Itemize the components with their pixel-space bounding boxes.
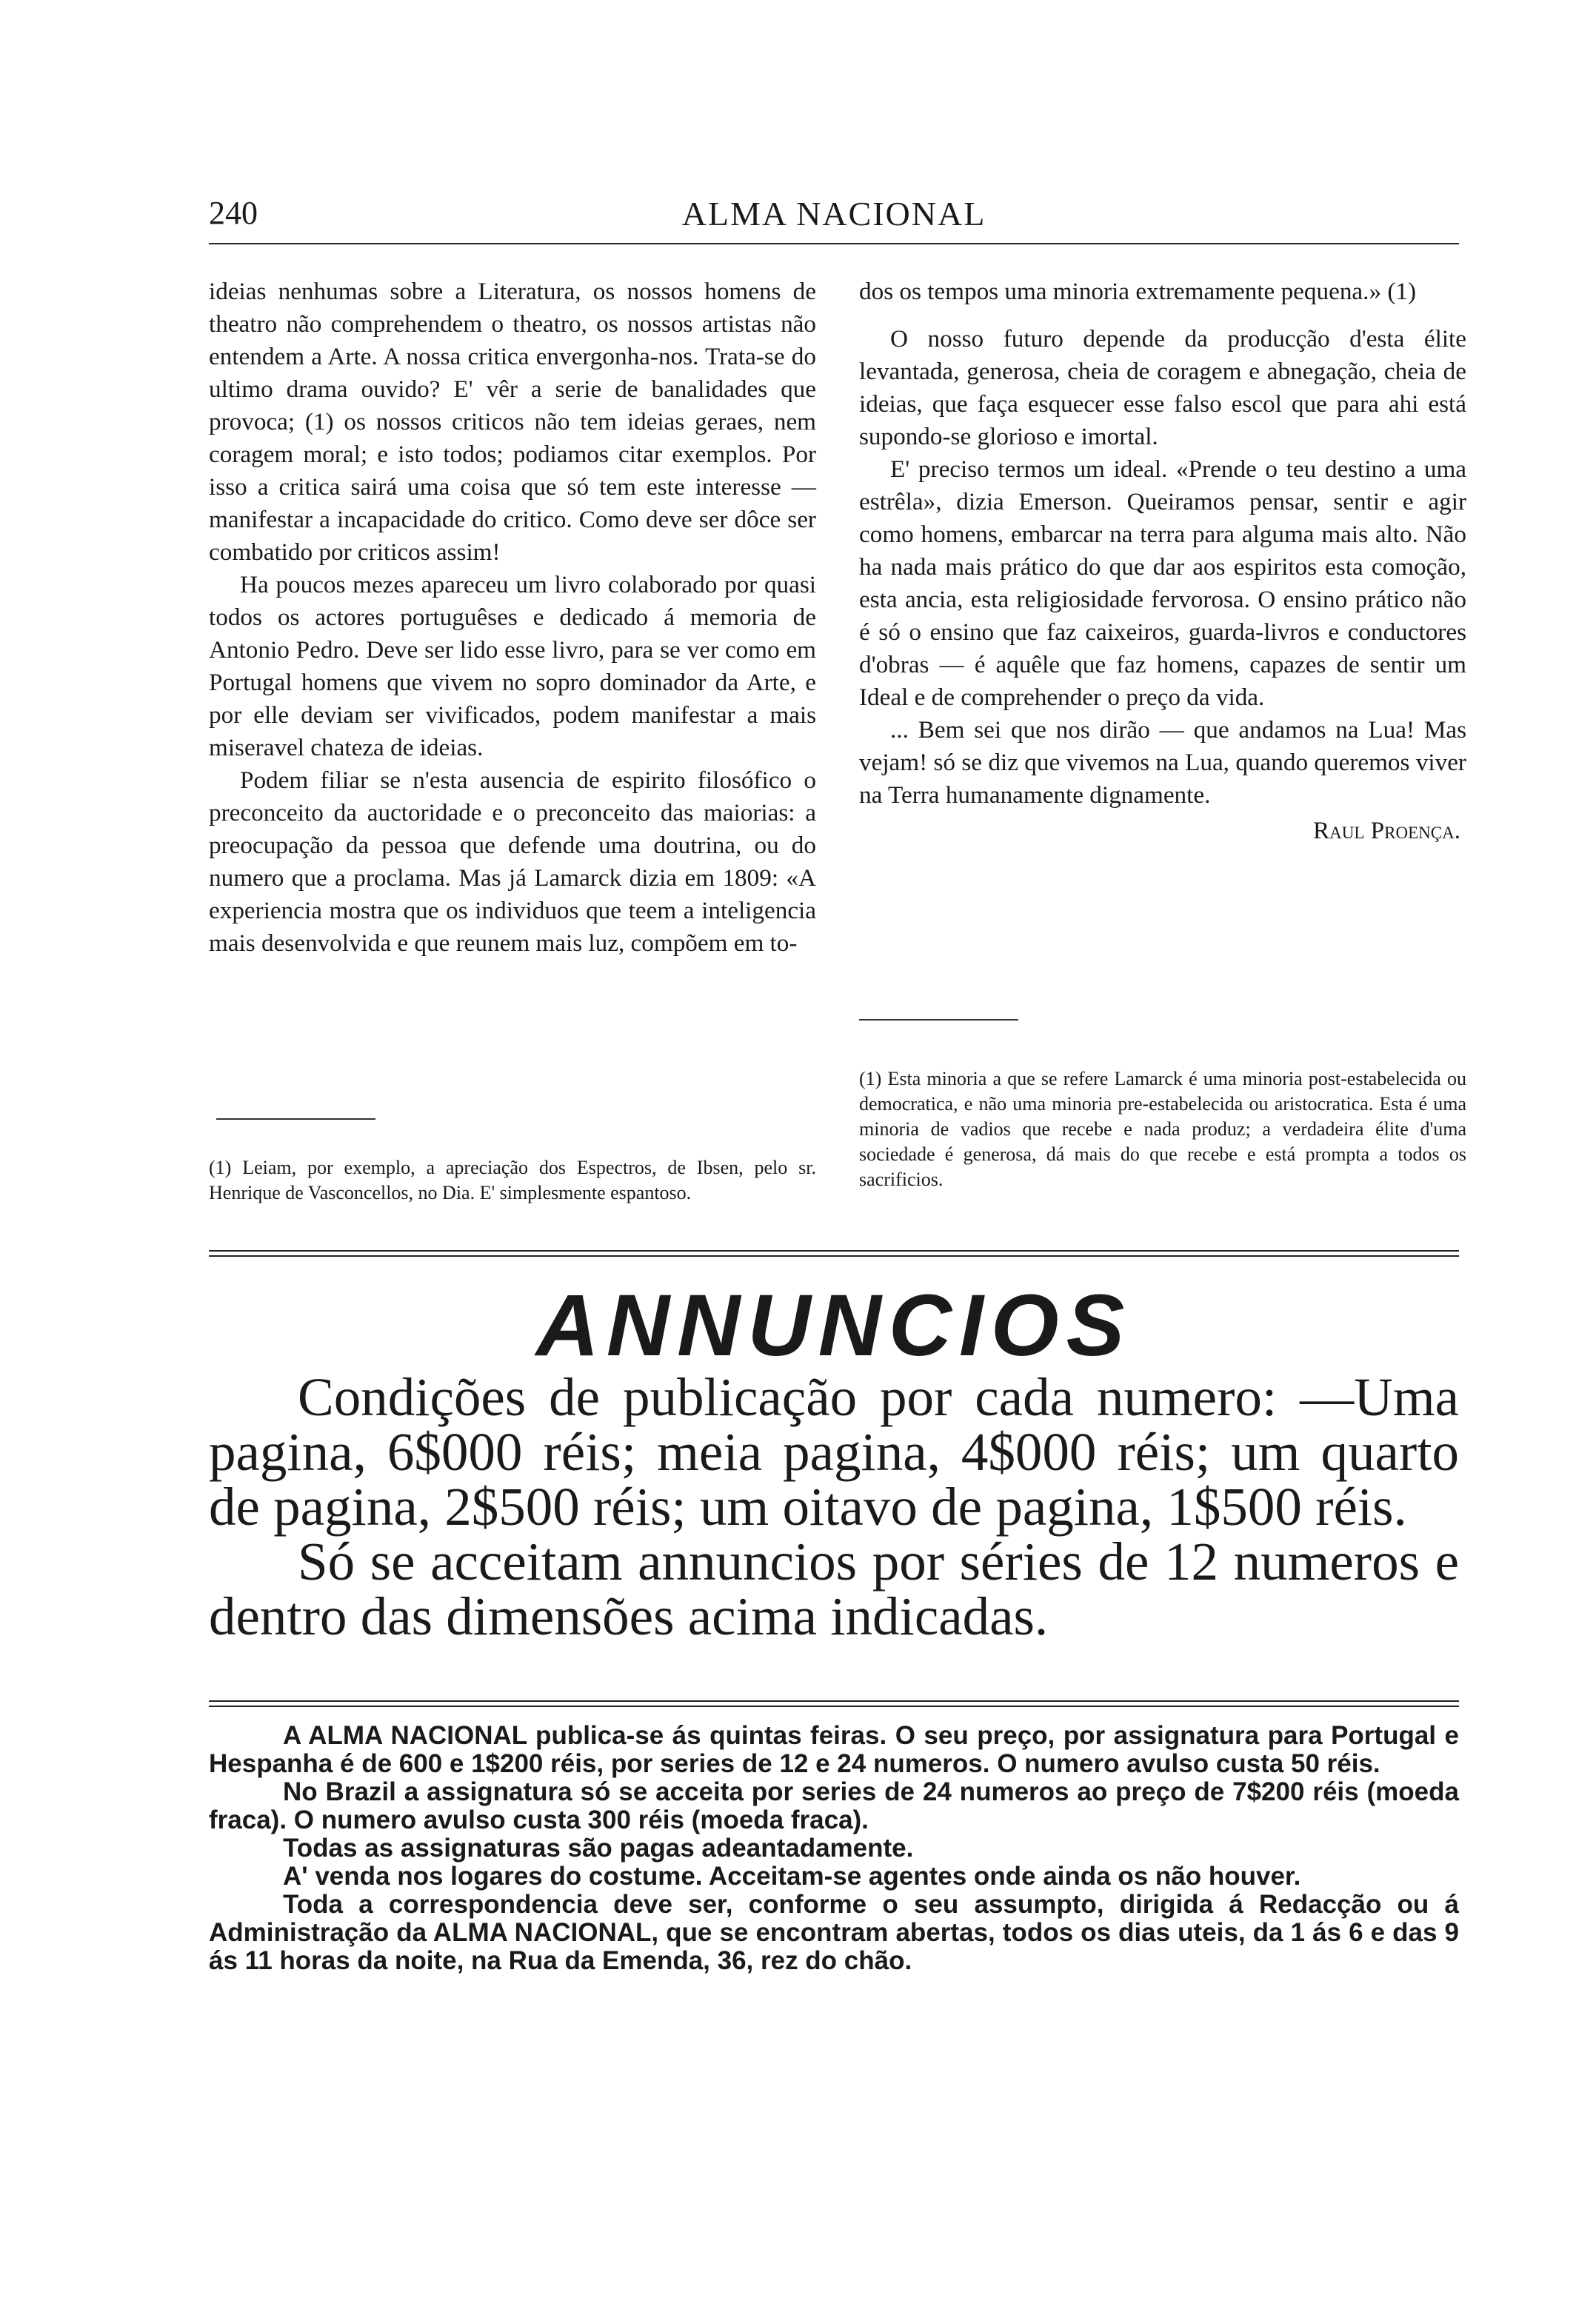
right-column (859, 275, 1466, 847)
info-paragraph-3: Todas as assignaturas são pagas adeantadamente. (283, 1834, 914, 1863)
right-paragraph-4: ... Bem sei que nos dirão — que andamos na Lua! Mas vejam! só se diz que vivemos na Lua, quando queremos viver na Terra humanamente dignamente. (859, 716, 1466, 809)
right-footnote: (1) Esta minoria a que se refere Lamarck é uma minoria post-estabelecida ou democratica, e não uma minoria pre-estabelecida ou aristocratica. Esta é uma minoria de vadios que recebe e nada produz; a verdadeira élite d'uma sociedade é generosa, dá mais do que recebe e está prompta a todos os sacrificios. (859, 1068, 1466, 1190)
left-paragraph-2: Ha poucos mezes apareceu um livro colaborado por quasi todos os actores portuguêses e dedicado á memoria de Antonio Pedro. Deve ser lido esse livro, para se ver como em Portugal homens que vivem no sopro dominador da Arte, e por elle deviam ser vivificados, podem manifestar a mais miseravel chateza de ideias. (209, 571, 816, 761)
left-paragraph-3: Podem filiar se n'esta ausencia de espirito filosófico o preconceito da auctoridade e o preconceito das maiorias: a preocupação da pessoa que defende uma doutrina, ou do numero que a proclama. Mas já Lamarck dizia em 1809: «A experiencia mostra que os individuos que teem a inteligencia mais desenvolvida e que reunem mais luz, compõem em to- (209, 766, 816, 957)
page-number: 240 (209, 195, 258, 231)
author-signature: Raul Proença. (1312, 817, 1460, 844)
announcement-conditions: Condições de publicação por cada numero: —Uma pagina, 6$000 réis; meia pagina, 4$000 réis; um quarto de pagina, 2$500 réis; um oitavo de pagina, 1$500 réis. (209, 1367, 1459, 1537)
announcements-title: ANNUNCIOS (535, 1277, 1132, 1375)
announcements-body (209, 1367, 1459, 1646)
info-paragraph-4: A' venda nos logares do costume. Acceitam-se agentes onde ainda os não houver. (283, 1862, 1301, 1891)
left-paragraph-1: ideias nenhumas sobre a Literatura, os nossos homens de theatro não comprehendem o theatro, os nossos artistas não entendem a Arte. A nossa critica envergonha-nos. Trata-se do ultimo drama ouvido? E' vêr a serie de banalidades que provoca; (1) os nossos criticos não tem ideias geraes, nem coragem moral; e isto todos; podiamos citar exemplos. Por isso a critica sairá uma coisa que só tem este interesse — manifestar a incapacidade do critico. Como deve ser dôce ser combatido por criticos assim! (209, 278, 816, 566)
info-paragraph-5: Toda a correspondencia deve ser, conforme o seu assumpto, dirigida á Redacção ou á Administração da ALMA NACIONAL, que se encontram abertas, todos os dias uteis, da 1 ás 6 e das 9 ás 11 horas da noite, na Rua da Emenda, 36, rez do chão. (209, 1890, 1459, 1975)
info-paragraph-1: A ALMA NACIONAL publica-se ás quintas feiras. O seu preço, por assignatura para Portugal e Hespanha é de 600 e 1$200 réis, por series de 12 e 24 numeros. O numero avulso custa 50 réis. (209, 1721, 1459, 1778)
right-footnote-rule (859, 1019, 1018, 1021)
right-paragraph-2: O nosso futuro depende da producção d'esta élite levantada, generosa, cheia de coragem e abnegação, cheia de ideias, que faça esquecer esse falso escol que para ahi está supondo-se glorioso e imortal. (859, 325, 1466, 450)
section-divider-top (209, 1250, 1459, 1257)
announcement-series: Só se acceitam annuncios por séries de 12 numeros e dentro das dimensões acima indicadas. (209, 1532, 1459, 1646)
publication-info (209, 1722, 1459, 1975)
left-column (209, 275, 816, 960)
right-paragraph-1: dos os tempos uma minoria extremamente pequena.» (1) (859, 278, 1417, 305)
left-footnote-rule (216, 1118, 375, 1120)
info-paragraph-2: No Brazil a assignatura só se acceita por series de 24 numeros ao preço de 7$200 réis (moeda fraca). O numero avulso custa 300 réis (moeda fraca). (209, 1777, 1459, 1834)
header-rule (209, 243, 1459, 244)
page-header (209, 194, 1459, 238)
section-divider-bottom (209, 1700, 1459, 1707)
running-title: ALMA NACIONAL (681, 195, 986, 233)
right-paragraph-3: E' preciso termos um ideal. «Prende o teu destino a uma estrêla», dizia Emerson. Queiramos pensar, sentir e agir como homens, embarcar na terra para alguma mais alto. Não ha nada mais prático do que dar aos espiritos esta comoção, esta ancia, esta religiosidade fervorosa. O ensino prático não é só o ensino que faz caixeiros, guarda-livros e conductores d'obras — é aquêle que faz homens, capazes de sentir um Ideal e de comprehender o preço da vida. (859, 455, 1466, 711)
left-footnote: (1) Leiam, por exemplo, a apreciação dos Espectros, de Ibsen, pelo sr. Henrique de Vasconcellos, no Dia. E' simplesmente espantoso. (209, 1157, 816, 1203)
